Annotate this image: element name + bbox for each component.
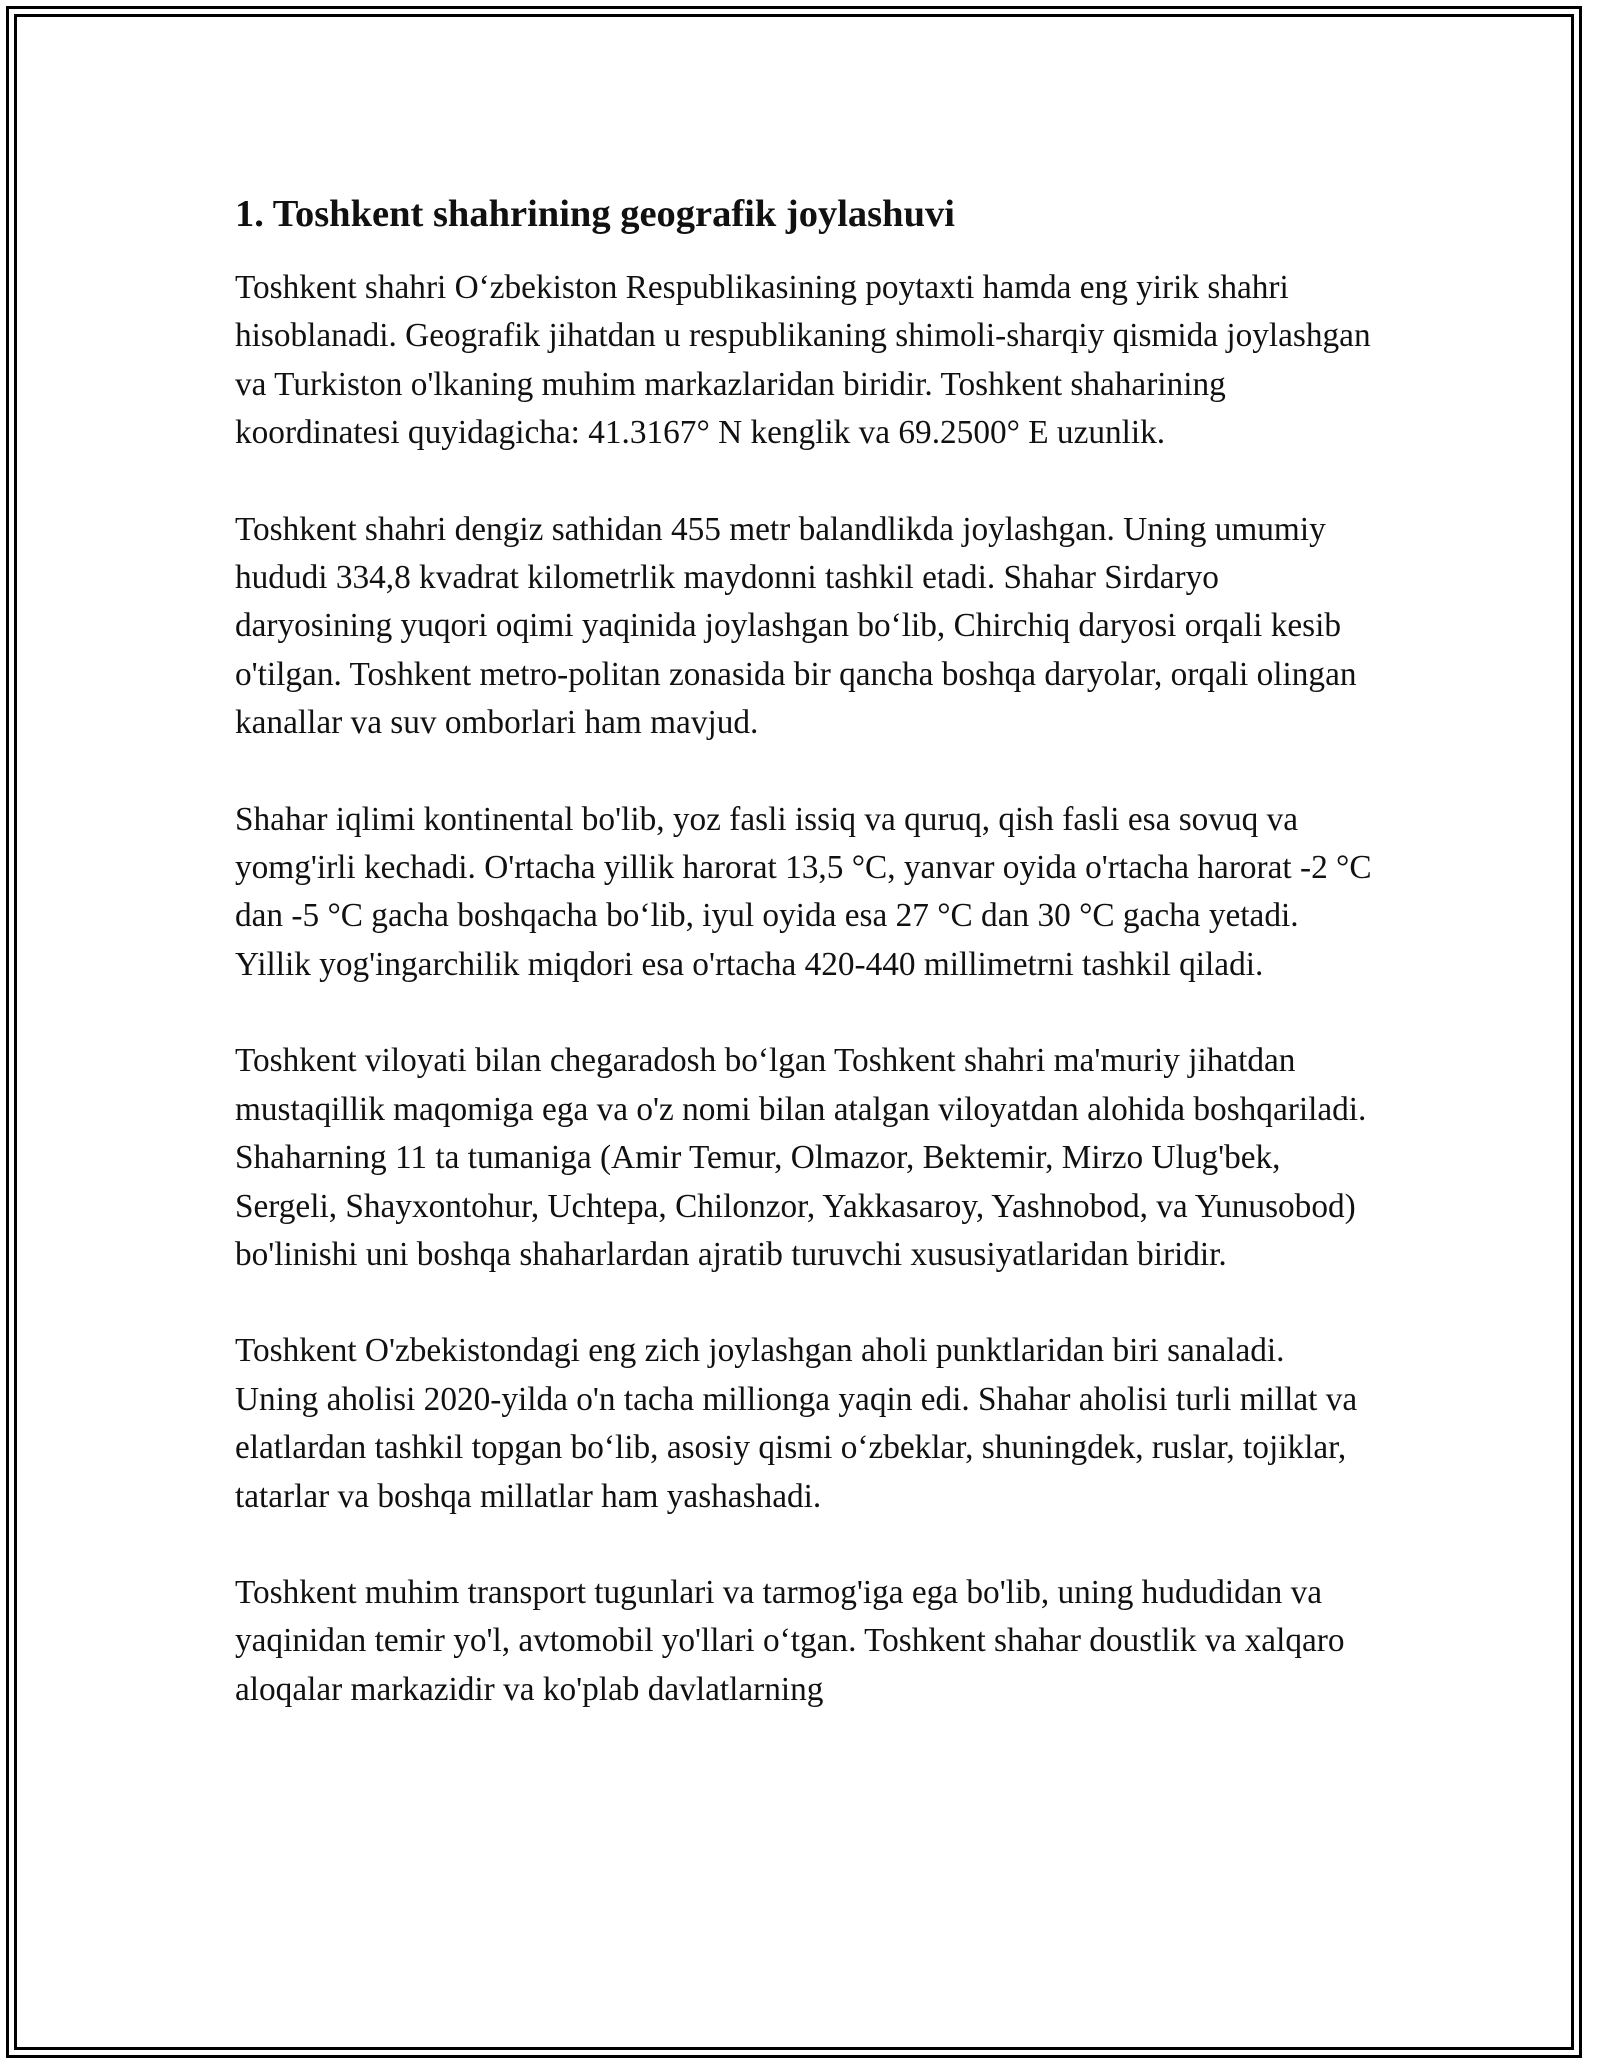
section-heading: 1. Toshkent shahrining geografik joylashuvi xyxy=(235,193,955,235)
paragraph-population: Toshkent O'zbekistondagi eng zich joylashgan aholi punktlaridan biri sanaladi. Uning aholisi 2020-yilda o'n tacha millionga yaqin edi. Shahar aholisi turli millat va elatlardan tashkil topgan bo‘lib, asosiy qismi o‘zbeklar, shuningdek, ruslar, tojiklar, tatarlar va boshqa millatlar ham yashashadi. xyxy=(235,1332,1358,1515)
paragraph-elevation-area: Toshkent shahri dengiz sathidan 455 metr balandlikda joylashgan. Uning umumiy hududi 334,8 kvadrat kilometrlik maydonni tashkil etadi. Shahar Sirdaryo daryosining yuqori oqimi yaqinida joylashgan bo‘lib, Chirchiq daryosi orqali kesib o'tilgan. Toshkent metro-politan zonasida bir qancha boshqa daryolar, orqali olingan kanallar va suv omborlari ham mavjud. xyxy=(235,510,1357,742)
paragraph-climate: Shahar iqlimi kontinental bo'lib, yoz fasli issiq va quruq, qish fasli esa sovuq va yomg'irli kechadi. O'rtacha yillik harorat 13,5 °C, yanvar oyida o'rtacha harorat -2 °C dan -5 °C gacha boshqacha bo‘lib, iyul oyida esa 27 °C dan 30 °C gacha yetadi. Yillik yog'ingarchilik miqdori esa o'rtacha 420-440 millimetrni tashkil qiladi. xyxy=(235,800,1372,983)
paragraph-administration: Toshkent viloyati bilan chegaradosh bo‘lgan Toshkent shahri ma'muriy jihatdan mustaqillik maqomiga ega va o'z nomi bilan atalgan viloyatdan alohida boshqariladi. Shaharning 11 ta tumaniga (Amir Temur, Olmazor, Bektemir, Mirzo Ulug'bek, Sergeli, Shayxontohur, Uchtepa, Chilonzor, Yakkasaroy, Yashnobod, va Yunusobod) bo'linishi uni boshqa shaharlardan ajratib turuvchi xususiyatlaridan biridir. xyxy=(235,1042,1367,1273)
document-body xyxy=(235,186,1375,1762)
paragraph-transport: Toshkent muhim transport tugunlari va tarmog'iga ega bo'lib, uning hududidan va yaqinidan temir yo'l, avtomobil yo'llari o‘tgan. Toshkent shahar doustlik va xalqaro aloqalar markazidir va ko'plab davlatlarning xyxy=(235,1573,1345,1708)
paragraph-location: Toshkent shahri O‘zbekiston Respublikasining poytaxti hamda eng yirik shahri hisoblanadi. Geografik jihatdan u respublikaning shimoli-sharqiy qismida joylashgan va Turkiston o'lkaning muhim markazlaridan biridir. Toshkent shaharining koordinatesi quyidagicha: 41.3167° N kenglik va 69.2500° E uzunlik. xyxy=(235,269,1371,452)
